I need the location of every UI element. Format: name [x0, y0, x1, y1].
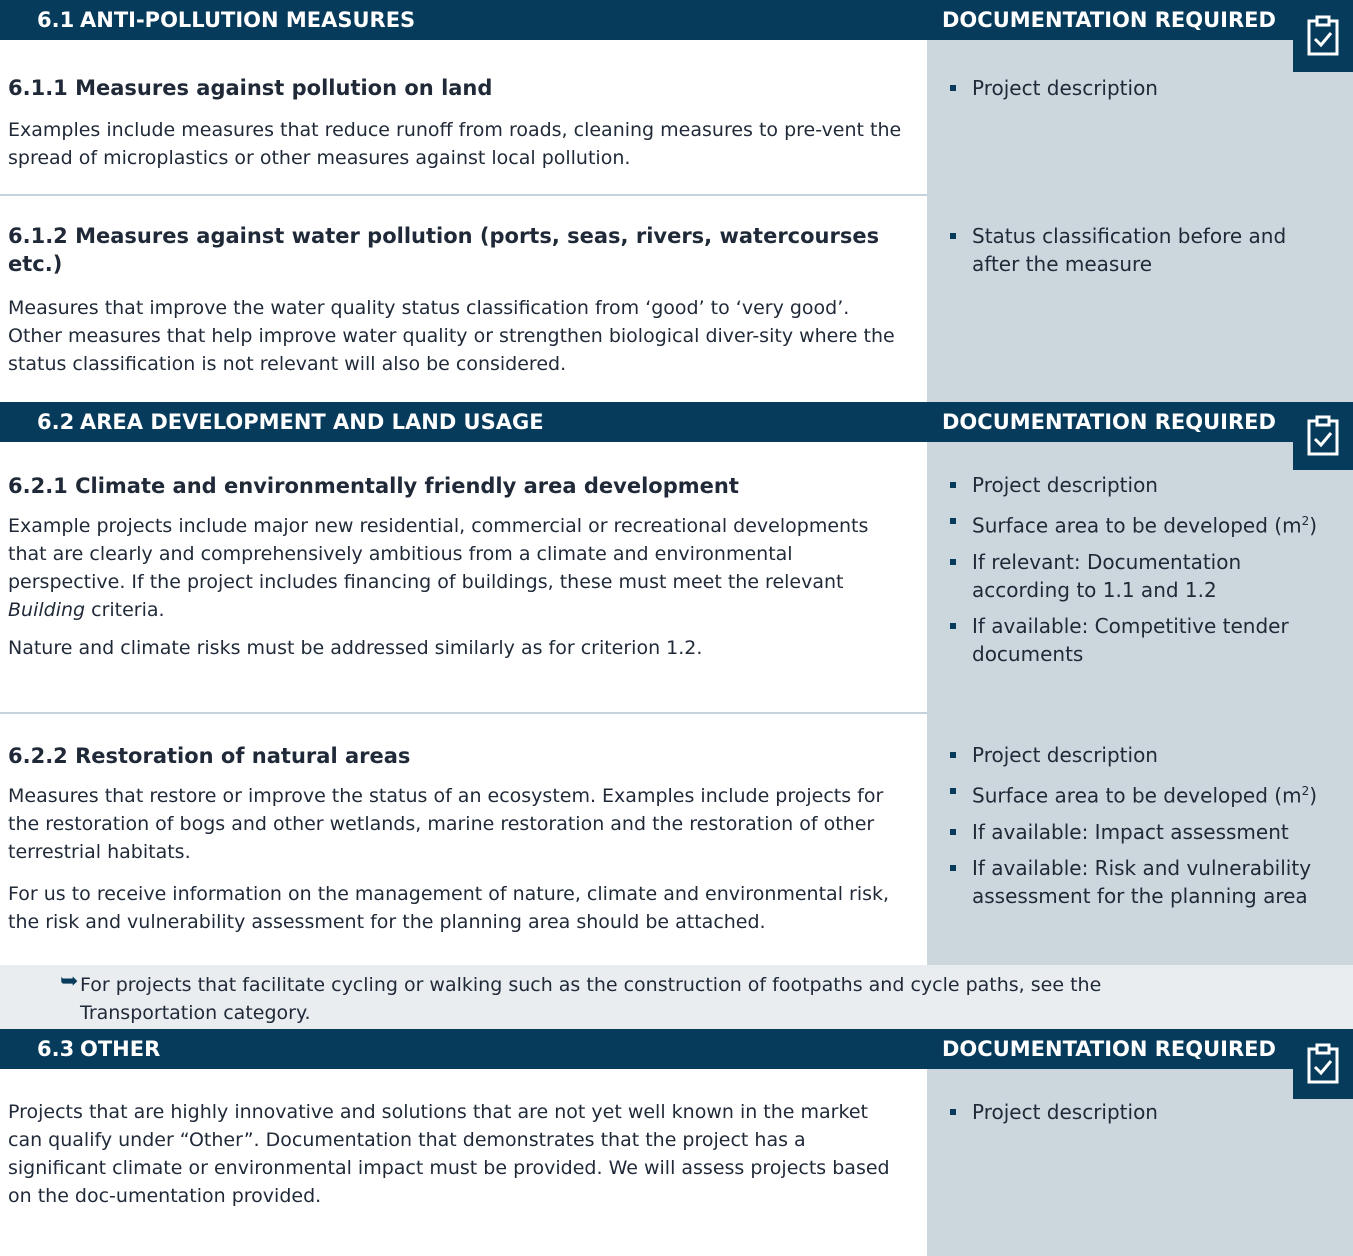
arrow-right-icon: ➥: [60, 969, 79, 994]
section-number: 6.3: [37, 1037, 75, 1061]
list-item: If relevant: Documentation according to 1.1 and 1.2: [948, 548, 1338, 604]
list-item: If available: Risk and vulnerability assessment for the planning area: [948, 854, 1338, 910]
section-header-6-2: [0, 402, 1353, 442]
list-item: Project description: [948, 741, 1338, 769]
doc-list: [948, 471, 1338, 676]
list-item: Project description: [948, 1098, 1338, 1126]
section-number: 6.2: [37, 410, 75, 434]
section-title: OTHER: [80, 1037, 161, 1061]
list-item: Status classification before and after the measure: [948, 222, 1338, 278]
section-header-6-1: [0, 0, 1353, 40]
text-part: Example projects include major new residential, commercial or recreational developments that are clearly and comprehensively ambitious from a climate and environmental perspective. If the project includes financing of buildings, these must meet the relevant: [8, 515, 869, 593]
doc-list: [948, 222, 1338, 286]
list-item: Project description: [948, 471, 1338, 499]
list-item: If available: Impact assessment: [948, 818, 1338, 846]
close-paren: ): [1309, 783, 1318, 808]
subsection-heading: 6.1.1 Measures against pollution on land: [8, 76, 493, 100]
list-item: Project description: [948, 74, 1338, 102]
documentation-required-label: DOCUMENTATION REQUIRED: [942, 410, 1276, 434]
section-title: ANTI-POLLUTION MEASURES: [80, 8, 416, 32]
subsection-heading: 6.2.2 Restoration of natural areas: [8, 744, 411, 768]
doc-list: [948, 741, 1338, 918]
list-text: Surface area to be developed (m: [972, 513, 1302, 538]
subsection-heading: 6.2.1 Climate and environmentally friendly area development: [8, 474, 739, 498]
doc-list: [948, 1098, 1338, 1134]
divider: [0, 712, 927, 714]
clipboard-check-icon: [1293, 1029, 1353, 1099]
superscript: 2: [1301, 784, 1310, 798]
superscript: 2: [1301, 514, 1310, 528]
subsection-text: Measures that restore or improve the status of an ecosystem. Examples include projects for the restoration of bogs and other wetlands, marine restoration and the restoration of other terrestrial habitats.: [8, 785, 884, 863]
clipboard-check-icon: [1293, 0, 1353, 72]
cross-reference-note: [0, 965, 1353, 1029]
list-text: Surface area to be developed (m: [972, 783, 1302, 808]
subsection-text: For us to receive information on the management of nature, climate and environmental risk, the risk and vulnerability assessment for the planning area should be attached.: [8, 883, 890, 933]
list-item: [948, 507, 1338, 540]
italic-term: Building: [8, 599, 86, 621]
text-part: criteria.: [91, 599, 165, 621]
list-item: [948, 777, 1338, 810]
documentation-required-label: DOCUMENTATION REQUIRED: [942, 1037, 1276, 1061]
subsection-text: Measures that improve the water quality status classification from ‘good’ to ‘very good’. Other measures that help improve water quality or strengthen biological diver-sity where the status classification is not relevant will also be considered.: [8, 297, 895, 375]
list-item: If available: Competitive tender documents: [948, 612, 1338, 668]
note-text: For projects that facilitate cycling or walking such as the construction of footpaths and cycle paths, see the Transportation category.: [80, 974, 1102, 1024]
subsection-heading: 6.1.2 Measures against water pollution (ports, seas, rivers, watercourses etc.): [8, 224, 880, 276]
doc-list: [948, 74, 1338, 110]
documentation-required-label: DOCUMENTATION REQUIRED: [942, 8, 1276, 32]
section-header-6-3: [0, 1029, 1353, 1069]
subsection-text: [8, 512, 908, 624]
section-text: Projects that are highly innovative and solutions that are not yet well known in the market can qualify under “Other”. Documentation that demonstrates that the project has a significant climate or environmental impact must be provided. We will assess projects based on the doc-umentation provided.: [8, 1101, 890, 1207]
close-paren: ): [1309, 513, 1318, 538]
clipboard-check-icon: [1293, 402, 1353, 470]
section-number: 6.1: [37, 8, 75, 32]
divider: [0, 194, 927, 196]
subsection-text: Nature and climate risks must be addressed similarly as for criterion 1.2.: [8, 637, 703, 659]
subsection-text: Examples include measures that reduce runoff from roads, cleaning measures to pre-vent the spread of microplastics or other measures against local pollution.: [8, 119, 902, 169]
section-title: AREA DEVELOPMENT AND LAND USAGE: [80, 410, 544, 434]
